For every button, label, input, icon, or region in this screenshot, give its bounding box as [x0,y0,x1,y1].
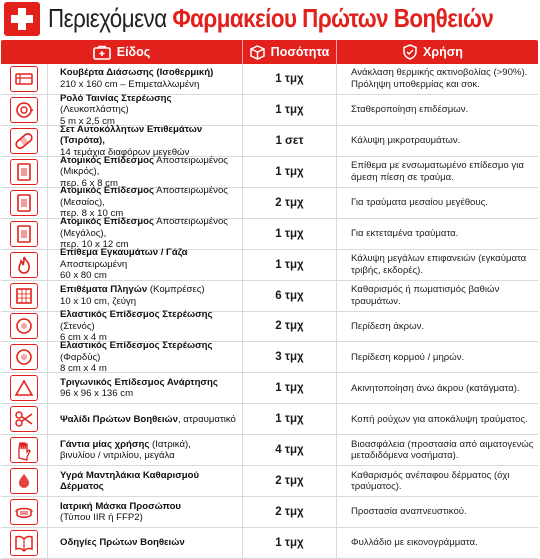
item-name-rest: , ατραυματικό [177,413,236,425]
table-row [1,123,538,158]
row-icon-cell [1,219,48,249]
qty-cell: 6 τμχ [243,281,337,311]
triangle-icon [10,375,38,401]
item-name [60,247,242,270]
item-detail: βινυλίου / νιτριλίου, μεγάλα [60,450,175,462]
item-name [60,309,242,332]
wipes-icon [10,468,38,494]
item-detail: 60 x 80 cm [60,270,107,282]
table-row [1,185,538,220]
row-icon-cell [1,435,48,465]
item-name [60,216,242,239]
qty-cell: 2 τμχ [243,312,337,342]
item-name-bold: Σετ Αυτοκόλλητων Επιθεμάτων (Τσιρότα), [60,123,203,147]
item-name [60,439,191,451]
qty-cell: 2 τμχ [243,466,337,496]
table-row [1,435,538,466]
qty-cell: 1 τμχ [243,157,337,187]
shield-check-icon [403,44,417,60]
use-line-1: Προστασία αναπνευστικού. [351,506,467,518]
qty-cell: 1 τμχ [243,404,337,434]
item-name [60,93,242,116]
tape-roll-icon [10,97,38,123]
item-name [60,185,242,208]
item-detail: 210 x 160 cm – Επιμεταλλωμένη [60,78,200,90]
item-name-bold: Τριγωνικός Επίδεσμος Ανάρτησης [60,376,218,388]
item-name-bold: Ατομικός Επίδεσμος [60,154,154,166]
item-name [60,377,218,389]
item-detail: 5 m x 2,5 cm [60,115,115,127]
row-icon-cell [1,188,48,218]
item-name [60,501,181,513]
item-cell [48,435,243,465]
use-cell [337,250,538,280]
item-detail: περ. 10 x 12 cm [60,239,129,251]
item-detail: περ. 6 x 8 cm [60,177,118,189]
use-line-1: Κάλυψη μεγάλων επιφανειών [351,253,476,265]
row-icon-cell [1,528,48,558]
qty-cell: 2 τμχ [243,188,337,218]
bandage-icon [10,128,38,154]
item-name-bold: Ρολό Ταινίας Στερέωσης [60,92,172,104]
item-name-bold: Ατομικός Επίδεσμος [60,216,154,228]
use-line-2: για άμεση πίεση σε τραύμα. [351,160,524,183]
item-name-bold: Επιθέματα Πληγών [60,284,148,296]
use-line-2: μεταδιδόμενα νοσήματα). [351,450,459,462]
use-cell [337,466,538,496]
use-cell [337,281,538,311]
item-name [60,340,242,363]
item-detail: (Τύπου IIR ή FFP2) [60,512,143,524]
item-name-bold: Υγρά Μαντηλάκια Καθαρισμού Δέρματος [60,469,200,493]
first-aid-kit-icon [93,45,111,60]
row-icon-cell [1,157,48,187]
header-qty: Ποσότητα [243,40,337,64]
item-name-bold: Ιατρική Μάσκα Προσώπου [60,500,182,512]
item-name-rest: (Στενός) [60,320,95,332]
item-name-rest: Αποστειρωμένος (Μεσαίος), [60,185,228,208]
row-icon-cell [1,312,48,342]
use-line-2: Πρόληψη υποθερμίας και σοκ. [351,78,480,90]
scissors-icon [10,406,38,432]
qty-cell: 1 τμχ [243,528,337,558]
item-detail: 96 x 96 x 136 cm [60,388,134,400]
use-line-1: Καθαρισμός ανέπαφου δέρματος [351,469,492,481]
table-row [1,247,538,282]
use-line-1: Κάλυψη μικροτραυμάτων. [351,135,461,147]
use-line-1: Καθαρισμός ή πωματισμός [351,284,466,296]
qty-cell: 1 σετ [243,126,337,156]
blanket-icon [10,66,38,92]
row-icon-cell [1,373,48,403]
row-icon-cell [1,250,48,280]
contents-table [1,40,538,559]
item-name-rest: (Κομπρέσες) [147,284,205,296]
compress-icon [10,283,38,309]
item-cell [48,528,243,558]
header [0,0,540,38]
item-name-bold: Ψαλίδι Πρώτων Βοηθειών [60,413,178,425]
use-line-2: βαθιών τραυμάτων. [351,284,500,307]
manual-icon [10,530,38,556]
use-line-1: Ακινητοποίηση άνω άκρου (κατάγματα). [351,382,520,394]
use-cell [337,497,538,527]
gloves-icon [10,437,38,463]
item-name-rest: (Φαρδύς) [60,351,101,363]
item-cell [48,281,243,311]
use-cell [337,528,538,558]
table-row [1,64,538,95]
use-line-1: Βιοασφάλεια (προστασία από αιματογενώς [351,438,534,450]
row-icon-cell [1,466,48,496]
item-name-bold: Οδηγίες Πρώτων Βοηθειών [60,537,185,549]
item-name-bold: Ελαστικός Επίδεσμος Στερέωσης [60,340,213,352]
item-name [60,537,185,549]
qty-cell: 4 τμχ [243,435,337,465]
item-cell [48,64,243,94]
qty-cell: 1 τμχ [243,373,337,403]
use-cell [337,188,538,218]
item-cell [48,466,243,496]
burn-icon [10,252,38,278]
header-use: Χρήση [337,40,538,64]
dressing-icon [10,221,38,247]
qty-cell: 2 τμχ [243,497,337,527]
item-cell [48,497,243,527]
use-line-2: (όχι τραύματος). [351,469,510,493]
row-icon-cell [1,342,48,372]
item-name-rest: Αποστειρωμένος (Μικρός), [60,154,228,178]
use-cell [337,64,538,94]
title-part2: Φαρμακείου Πρώτων Βοηθειών [172,3,494,33]
item-name-rest: (Ιατρικά), [149,438,191,450]
qty-cell: 1 τμχ [243,95,337,125]
red-cross-icon [4,2,40,36]
table-row [1,154,538,189]
item-name-rest: (Λευκοπλάστης) [60,104,129,116]
item-cell [48,309,243,344]
elastic-roll-icon [10,313,38,339]
item-cell [48,185,243,220]
table-row [1,309,538,344]
item-detail: 8 cm x 4 m [60,363,107,375]
item-detail: περ. 8 x 10 cm [60,208,124,220]
item-name-bold: Επίθεμα Εγκαυμάτων / Γάζα [60,247,188,259]
use-cell [337,95,538,125]
mask-icon [10,499,38,525]
item-name [60,470,242,493]
item-name-bold: Γάντια μίας χρήσης [60,438,150,450]
row-icon-cell [1,281,48,311]
item-cell [48,92,243,127]
row-icon-cell [1,497,48,527]
table-row [1,466,538,497]
table-body [1,64,538,559]
dressing-icon [10,159,38,185]
use-cell [337,342,538,372]
use-cell [337,373,538,403]
use-cell [337,404,538,434]
table-row [1,281,538,312]
qty-cell: 1 τμχ [243,64,337,94]
page-title [48,3,493,34]
use-line-1: Για τραύματα μεσαίου μεγέθους. [351,196,488,208]
item-name-bold: Ατομικός Επίδεσμος [60,185,154,197]
use-line-1: Φυλλάδιο με εικονογράμματα. [351,537,478,549]
item-name [60,284,205,296]
dressing-icon [10,190,38,216]
item-name-rest: Αποστειρωμένη [60,258,128,270]
table-row [1,216,538,251]
item-name [60,155,242,178]
row-icon-cell [1,126,48,156]
title-part1: Περιεχόμενα [48,3,167,33]
item-name [60,124,242,147]
qty-cell: 1 τμχ [243,250,337,280]
use-cell [337,435,538,465]
item-cell [48,340,243,375]
item-name-bold: Κουβέρτα Διάσωσης (Ισοθερμική) [60,67,214,79]
item-name [60,414,236,426]
use-line-2: (εγκαύματα τριβής, εκδορές). [351,253,527,276]
item-detail: 6 cm x 4 m [60,332,107,344]
item-cell [48,216,243,251]
elastic-roll-icon [10,344,38,370]
table-row [1,92,538,127]
use-cell [337,157,538,187]
use-line-1: Για εκτεταμένα τραύματα. [351,227,459,239]
item-cell [48,154,243,189]
item-detail: 14 τεμάχια διαφόρων μεγεθών [60,146,190,158]
item-cell [48,404,243,434]
qty-cell: 3 τμχ [243,342,337,372]
use-line-1: Περίδεση κορμού / μηρών. [351,351,465,363]
row-icon-cell [1,64,48,94]
table-header [1,40,538,64]
item-detail: 10 x 10 cm, ζεύγη [60,295,137,307]
box-icon [250,45,265,60]
use-cell [337,219,538,249]
use-line-1: Ανάκλαση θερμικής ακτινοβολίας (>90%). [351,67,528,79]
use-cell [337,312,538,342]
table-row [1,404,538,435]
item-name-bold: Ελαστικός Επίδεσμος Στερέωσης [60,309,213,321]
row-icon-cell [1,95,48,125]
table-row [1,528,538,559]
use-line-1: Κοπή ρούχων για αποκάλυψη τραύματος. [351,413,528,425]
use-line-1: Σταθεροποίηση επιδέσμων. [351,104,469,116]
table-row [1,373,538,404]
item-cell [48,247,243,282]
row-icon-cell [1,404,48,434]
table-row [1,497,538,528]
item-name-rest: Αποστειρωμένος (Μεγάλος), [60,216,228,239]
table-row [1,342,538,373]
use-line-1: Περίδεση άκρων. [351,320,425,332]
item-name [60,67,213,79]
use-cell [337,126,538,156]
item-cell [48,373,243,403]
use-line-1: Επίθεμα με ενσωματωμένο επίδεσμο [351,160,509,172]
item-cell [48,123,243,158]
header-item: Είδος [1,40,243,64]
qty-cell: 1 τμχ [243,219,337,249]
